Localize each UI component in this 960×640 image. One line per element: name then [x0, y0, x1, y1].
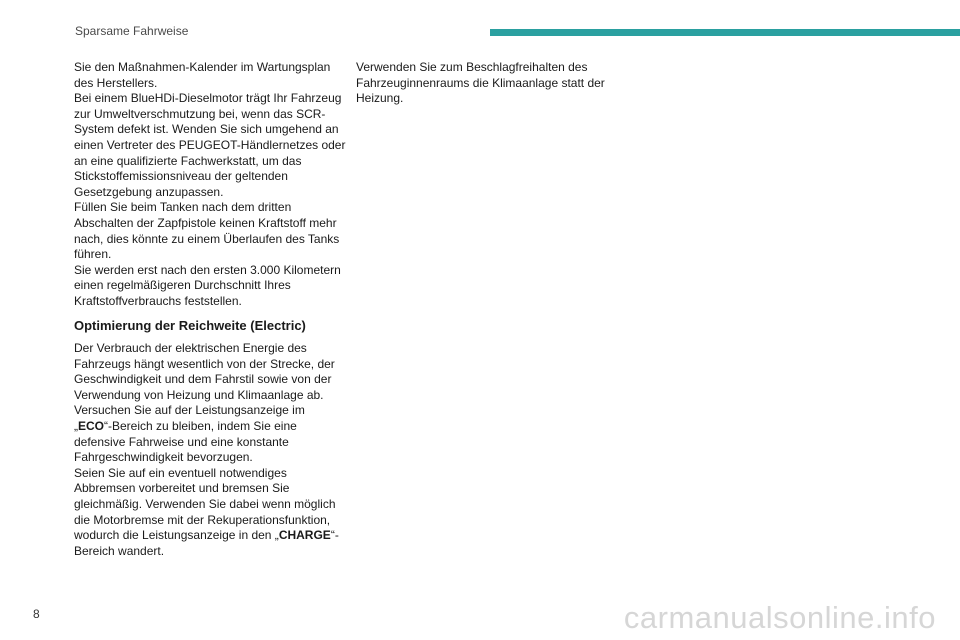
watermark: carmanualsonline.info: [623, 600, 936, 635]
paragraph: Bei einem BlueHDi-Dieselmotor trägt Ihr Fahrzeug zur Umweltverschmutzung bei, wenn das SCR-System defekt ist. Wenden Sie sich umgehend an einen Vertreter des PEUGEOT-Händlernetzes oder an eine qualifizierte Fachwerkstatt, um das Stickstoffemissionsniveau der geltenden Gesetzgebung anzupassen.: [74, 91, 346, 199]
paragraph: Sie den Maßnahmen-Kalender im Wartungsplan des Herstellers.: [74, 60, 331, 90]
text-span: Versuchen Sie auf der Leistungsanzeige im „: [74, 403, 305, 434]
right-column: [356, 60, 606, 107]
left-column: [74, 60, 346, 559]
page-number: 8: [33, 607, 40, 621]
paragraph: [74, 403, 346, 465]
text-span: Seien Sie auf ein eventuell notwendiges Abbremsen vorbereitet und bremsen Sie gleichmäßig. Verwenden Sie dabei wenn möglich die Motorbremse mit der Rekuperationsfunktion, wodurch die Leistungsanzeige in den „: [74, 465, 336, 543]
eco-label: ECO: [78, 419, 105, 434]
paragraph: [74, 466, 346, 560]
section-heading: Optimierung der Reichweite (Electric): [74, 317, 306, 333]
paragraph: Verwenden Sie zum Beschlagfreihalten des Fahrzeuginnenraums die Klimaanlage statt der Heizung.: [356, 60, 605, 106]
paragraph: Füllen Sie beim Tanken nach dem dritten Abschalten der Zapfpistole keinen Kraftstoff mehr nach, dies könnte zu einem Überlaufen des Tanks führen.: [74, 200, 340, 262]
page-header-title: Sparsame Fahrweise: [75, 24, 189, 38]
paragraph: Sie werden erst nach den ersten 3.000 Kilometern einen regelmäßigeren Durchschnitt Ihres Kraftstoffverbrauchs feststellen.: [74, 262, 341, 308]
text-span: “-Bereich wandert.: [74, 528, 339, 558]
paragraph: Der Verbrauch der elektrischen Energie des Fahrzeugs hängt wesentlich von der Strecke, der Geschwindigkeit und dem Fahrstil sowie von der Verwendung von Heizung und Klimaanlage ab.: [74, 341, 335, 402]
charge-label: CHARGE: [278, 528, 331, 543]
text-span: “-Bereich zu bleiben, indem Sie eine defensive Fahrweise und eine konstante Fahrgeschwindigkeit bevorzugen.: [74, 419, 297, 465]
header-accent-bar: [490, 29, 960, 36]
